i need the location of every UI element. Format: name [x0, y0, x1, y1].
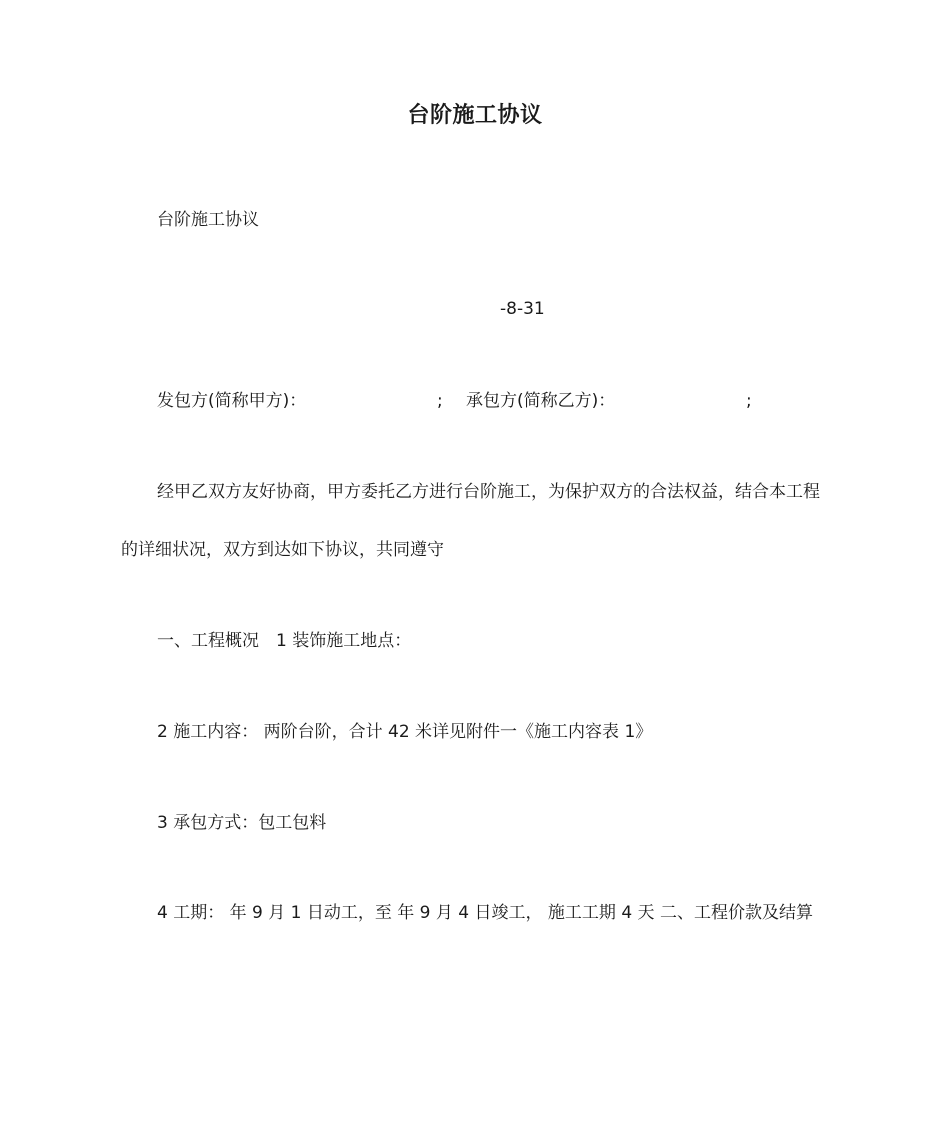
item-3-method: 3 承包方式：包工包料	[157, 813, 327, 833]
document-title: 台阶施工协议	[407, 103, 543, 128]
party-b-separator: ;	[746, 391, 752, 411]
section-1-heading: 一、工程概况 1 装饰施工地点：	[157, 631, 412, 651]
intro-paragraph: 经甲乙双方友好协商，甲方委托乙方进行台阶施工，为保护双方的合法权益，结合本工程的详细状况，双方到达如下协议，共同遵守	[121, 482, 820, 560]
party-b-label: 承包方(简称乙方)：	[466, 391, 616, 411]
party-a-label: 发包方(简称甲方)：	[157, 391, 307, 411]
item-4-schedule: 4 工期： 年 9 月 1 日动工，至 年 9 月 4 日竣工， 施工工期 4 天 二、工程价款及结算	[157, 903, 813, 923]
item-2-content: 2 施工内容： 两阶台阶，合计 42 米详见附件一《施工内容表 1》	[157, 722, 653, 742]
party-a-separator: ;	[437, 391, 443, 411]
document-subtitle: 台阶施工协议	[157, 210, 259, 230]
document-date: -8-31	[500, 299, 545, 319]
